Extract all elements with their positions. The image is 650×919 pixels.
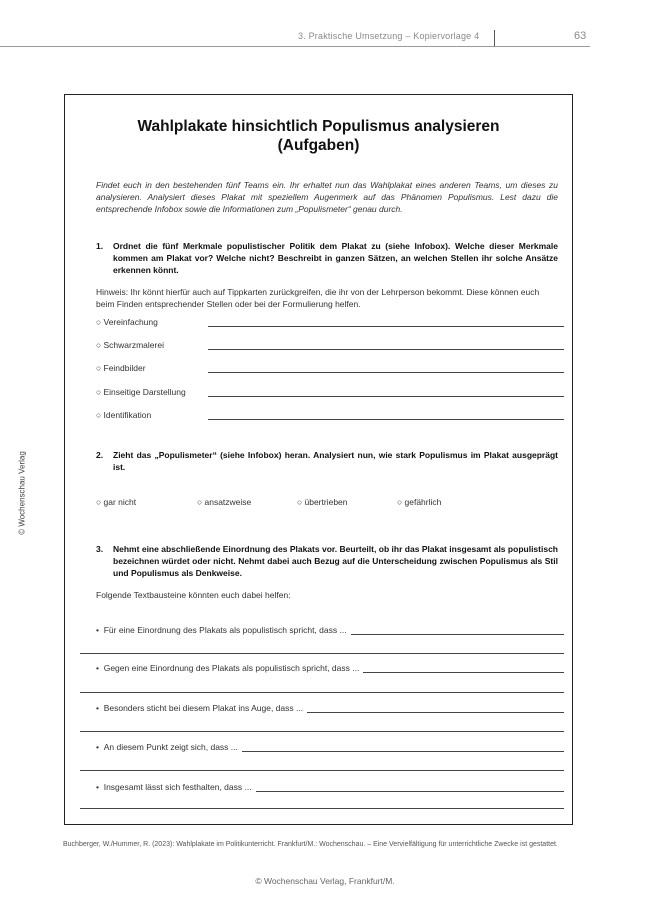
sentence-starter-row[interactable]: • An diesem Punkt zeigt sich, dass ... [96,742,564,754]
criterion-row[interactable]: ○ Vereinfachung [96,317,564,329]
answer-line[interactable] [208,372,564,373]
criterion-row[interactable]: ○ Einseitige Darstellung [96,387,564,399]
task-1-text: Ordnet die fünf Merkmale populistischer Politik dem Plakat zu (siehe Infobox). Welche dieser Merkmale kommen am Plakat vor? Welche nicht? Beschreibt in ganzen Sätzen, an welchen Stellen ihr solche Ansätze erkennen könnt. [113,241,558,275]
option-label: ansatzweise [204,497,252,507]
populismeter-option[interactable]: ○ ansatzweise [197,497,252,507]
criterion-label: Feindbilder [103,363,146,373]
option-label: übertrieben [304,497,348,507]
side-copyright: © Wochenschau Verlag [17,451,27,535]
populismeter-option[interactable]: ○ übertrieben [297,497,348,507]
task-3 [96,543,558,579]
answer-line[interactable] [208,396,564,397]
task-3-text: Nehmt eine abschließende Einordnung des Plakats vor. Beurteilt, ob ihr das Plakat insgesamt als populistisch bezeichnen würdet oder nicht. Nehmt dabei auch Bezug auf die Unterscheidung zwischen Populismus als Stil und Populismus als Denkweise. [113,544,558,578]
task-2-number: 2. [96,450,104,460]
sentence-starter-row[interactable]: • Besonders sticht bei diesem Plakat ins Auge, dass ... [96,703,564,715]
helper-text: Folgende Textbausteine könnten euch dabei helfen: [96,590,291,600]
sentence-starter: Gegen eine Einordnung des Plakats als populistisch spricht, dass ... [103,663,360,673]
answer-line[interactable] [80,653,564,654]
criterion-label: Schwarzmalerei [103,340,164,350]
answer-line[interactable] [80,731,564,732]
criterion-row[interactable]: ○ Identifikation [96,410,564,422]
sentence-starter-row[interactable]: • Für eine Einordnung des Plakats als populistisch spricht, dass ... [96,625,564,637]
header-divider [494,30,495,46]
task-1-hint: Hinweis: Ihr könnt hierfür auch auf Tippkarten zurückgreifen, die ihr von der Lehrperson bekommt. Diese können euch beim Finden entsprechender Stellen oder bei der Formulierung helfen. [96,287,540,309]
sentence-starter: Für eine Einordnung des Plakats als populistisch spricht, dass ... [103,625,347,635]
answer-line[interactable] [208,349,564,350]
worksheet-title: Wahlplakate hinsichtlich Populismus analysieren [137,118,500,135]
answer-line[interactable] [208,326,564,327]
sentence-starter-row[interactable]: • Insgesamt lässt sich festhalten, dass ... [96,782,564,794]
running-header: 3. Praktische Umsetzung – Kopiervorlage 4 [298,31,480,41]
answer-line[interactable] [208,419,564,420]
task-3-number: 3. [96,544,104,554]
criterion-row[interactable]: ○ Feindbilder [96,363,564,375]
citation: Buchberger, W./Hummer, R. (2023): Wahlplakate im Politikunterricht. Frankfurt/M.: Wochenschau. – Eine Vervielfältigung für unterrichtliche Zwecke ist gestattet. [63,841,558,848]
page-number: 63 [574,30,587,42]
sentence-starter: Insgesamt lässt sich festhalten, dass ... [103,782,252,792]
publisher-copyright: © Wochenschau Verlag, Frankfurt/M. [255,876,395,886]
option-label: gar nicht [103,497,137,507]
answer-line[interactable] [80,808,564,809]
criterion-label: Identifikation [103,410,152,420]
task-2 [96,449,558,473]
populismeter-option[interactable]: ○ gefährlich [397,497,442,507]
populismeter-option[interactable]: ○ gar nicht [96,497,137,507]
sentence-starter-row[interactable]: • Gegen eine Einordnung des Plakats als populistisch spricht, dass ... [96,663,564,675]
criterion-label: Vereinfachung [103,317,158,327]
answer-line[interactable] [80,770,564,771]
intro-text: Findet euch in den bestehenden fünf Teams ein. Ihr erhaltet nun das Wahlplakat eines anderen Teams, um dieses zu analysieren. Analysiert dieses Plakat mit speziellem Augenmerk auf das Phänomen Populismus. Lest dazu die entsprechende Infobox sowie die Informationen zum „Populismeter“ genau durch. [96,180,558,214]
criterion-label: Einseitige Darstellung [103,387,186,397]
sentence-starter: Besonders sticht bei diesem Plakat ins Auge, dass ... [103,703,304,713]
header-rule [0,46,590,47]
sentence-starter: An diesem Punkt zeigt sich, dass ... [103,742,238,752]
task-1 [96,240,558,276]
task-2-text: Zieht das „Populismeter“ (siehe Infobox) heran. Analysiert nun, wie stark Populismus im Plakat ausgeprägt ist. [113,450,558,472]
answer-line[interactable] [80,692,564,693]
option-label: gefährlich [404,497,442,507]
task-1-number: 1. [96,241,104,251]
criterion-row[interactable]: ○ Schwarzmalerei [96,340,564,352]
worksheet-subtitle: (Aufgaben) [277,137,360,154]
